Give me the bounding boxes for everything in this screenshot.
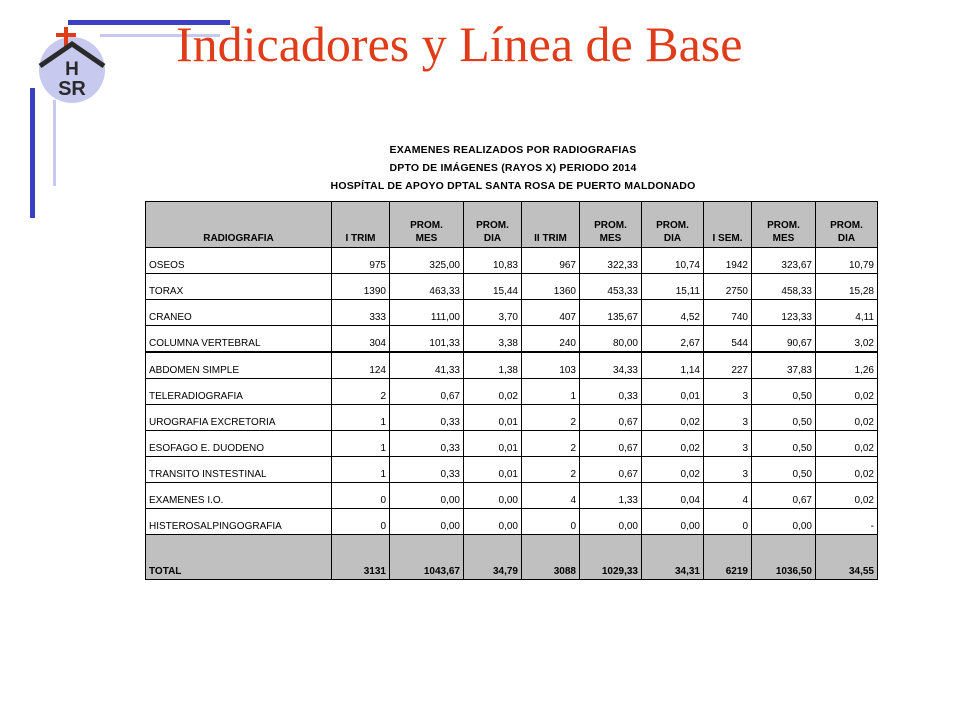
table-cell: 967 bbox=[522, 248, 580, 274]
table-cell: 0 bbox=[704, 509, 752, 535]
table-cell: 0,01 bbox=[464, 431, 522, 457]
row-label-cell: TRANSITO INSTESTINAL bbox=[146, 457, 332, 483]
table-cell: 0,67 bbox=[752, 483, 816, 509]
table-cell: 101,33 bbox=[390, 326, 464, 353]
table-cell: 0,02 bbox=[816, 379, 878, 405]
row-label-cell: HISTEROSALPINGOGRAFIA bbox=[146, 509, 332, 535]
table-header-row bbox=[146, 202, 878, 248]
table-cell: 2750 bbox=[704, 274, 752, 300]
table-cell: 3 bbox=[704, 379, 752, 405]
table-cell: 37,83 bbox=[752, 352, 816, 379]
total-cell: 34,79 bbox=[464, 535, 522, 580]
table-cell: 3,70 bbox=[464, 300, 522, 326]
table-cell: 0,67 bbox=[580, 457, 642, 483]
table-cell: 0,33 bbox=[390, 405, 464, 431]
table-cell: 407 bbox=[522, 300, 580, 326]
table-cell: 4 bbox=[704, 483, 752, 509]
col-header-prom-dia-1: PROM. DIA bbox=[464, 202, 522, 248]
table-cell: 3 bbox=[704, 431, 752, 457]
table-cell: 1 bbox=[522, 379, 580, 405]
col-header-i-sem: I SEM. bbox=[704, 202, 752, 248]
table-row bbox=[146, 379, 878, 405]
table-cell: 740 bbox=[704, 300, 752, 326]
table-cell: 323,67 bbox=[752, 248, 816, 274]
table-cell: 453,33 bbox=[580, 274, 642, 300]
table-cell: 10,74 bbox=[642, 248, 704, 274]
logo-letter-top: H bbox=[65, 59, 79, 80]
table-cell: 240 bbox=[522, 326, 580, 353]
table-cell: 1 bbox=[332, 405, 390, 431]
report-heading-3: HOSPÍTAL DE APOYO DPTAL SANTA ROSA DE PUERTO MALDONADO bbox=[330, 180, 696, 192]
table-cell: 0,50 bbox=[752, 405, 816, 431]
row-label-cell: EXAMENES I.O. bbox=[146, 483, 332, 509]
table-cell: 80,00 bbox=[580, 326, 642, 353]
logo-cross-horizontal bbox=[56, 33, 76, 37]
total-label-cell: TOTAL bbox=[146, 535, 332, 580]
table-cell: 0,50 bbox=[752, 431, 816, 457]
table-cell: 1 bbox=[332, 431, 390, 457]
table-cell: 463,33 bbox=[390, 274, 464, 300]
table-cell: 1390 bbox=[332, 274, 390, 300]
table-cell: 10,83 bbox=[464, 248, 522, 274]
total-cell: 34,55 bbox=[816, 535, 878, 580]
table-row bbox=[146, 248, 878, 274]
table-row bbox=[146, 405, 878, 431]
table-row bbox=[146, 483, 878, 509]
row-label-cell: ESOFAGO E. DUODENO bbox=[146, 431, 332, 457]
table-row bbox=[146, 509, 878, 535]
row-label-cell: TORAX bbox=[146, 274, 332, 300]
table-cell: 0,33 bbox=[390, 457, 464, 483]
table-cell: 0,00 bbox=[752, 509, 816, 535]
table-cell: 3 bbox=[704, 457, 752, 483]
table-cell: 0 bbox=[522, 509, 580, 535]
table-cell: 0,67 bbox=[580, 405, 642, 431]
table-cell: 0,02 bbox=[816, 431, 878, 457]
table-cell: 0,02 bbox=[642, 405, 704, 431]
table-cell: 0,02 bbox=[816, 457, 878, 483]
table-cell: 2 bbox=[522, 431, 580, 457]
table-cell: 0,02 bbox=[464, 379, 522, 405]
hospital-logo bbox=[34, 24, 110, 104]
total-cell: 1036,50 bbox=[752, 535, 816, 580]
table-cell: 4 bbox=[522, 483, 580, 509]
table-cell: 1360 bbox=[522, 274, 580, 300]
table-cell: 0,00 bbox=[642, 509, 704, 535]
col-header-prom-dia-3: PROM. DIA bbox=[816, 202, 878, 248]
table-cell: 15,11 bbox=[642, 274, 704, 300]
total-cell: 3131 bbox=[332, 535, 390, 580]
table-cell: 1,33 bbox=[580, 483, 642, 509]
table-cell: 0,00 bbox=[580, 509, 642, 535]
table-row bbox=[146, 300, 878, 326]
table-cell: 0,00 bbox=[464, 483, 522, 509]
total-cell: 6219 bbox=[704, 535, 752, 580]
table-row bbox=[146, 457, 878, 483]
col-header-prom-mes-3: PROM. MES bbox=[752, 202, 816, 248]
table-cell: 0,50 bbox=[752, 379, 816, 405]
table-cell: 0,67 bbox=[580, 431, 642, 457]
table-cell: 4,52 bbox=[642, 300, 704, 326]
col-header-prom-mes-1: PROM. MES bbox=[390, 202, 464, 248]
row-label-cell: CRANEO bbox=[146, 300, 332, 326]
table-cell: 90,67 bbox=[752, 326, 816, 353]
report-heading-1: EXAMENES REALIZADOS POR RADIOGRAFIAS bbox=[389, 144, 637, 156]
total-cell: 1043,67 bbox=[390, 535, 464, 580]
logo-letters-bottom: SR bbox=[58, 78, 86, 100]
table-cell: 0,67 bbox=[390, 379, 464, 405]
table-cell: 2 bbox=[522, 405, 580, 431]
table-cell: 3,02 bbox=[816, 326, 878, 353]
table-cell: 2 bbox=[332, 379, 390, 405]
col-header-ii-trim: II TRIM bbox=[522, 202, 580, 248]
col-header-prom-mes-2: PROM. MES bbox=[580, 202, 642, 248]
table-row bbox=[146, 326, 878, 353]
table-cell: 1,38 bbox=[464, 352, 522, 379]
table-cell: 2,67 bbox=[642, 326, 704, 353]
table-cell: 0,01 bbox=[464, 405, 522, 431]
total-cell: 1029,33 bbox=[580, 535, 642, 580]
table-cell: 111,00 bbox=[390, 300, 464, 326]
table-cell: - bbox=[816, 509, 878, 535]
table-row bbox=[146, 431, 878, 457]
table-cell: 0,01 bbox=[464, 457, 522, 483]
table-cell: 322,33 bbox=[580, 248, 642, 274]
table-cell: 124 bbox=[332, 352, 390, 379]
table-cell: 4,11 bbox=[816, 300, 878, 326]
table-cell: 3 bbox=[704, 405, 752, 431]
table-cell: 0 bbox=[332, 483, 390, 509]
table-cell: 0,02 bbox=[816, 483, 878, 509]
table-cell: 325,00 bbox=[390, 248, 464, 274]
col-header-prom-dia-2: PROM. DIA bbox=[642, 202, 704, 248]
table-cell: 34,33 bbox=[580, 352, 642, 379]
row-label-cell: UROGRAFIA EXCRETORIA bbox=[146, 405, 332, 431]
table-cell: 0,01 bbox=[642, 379, 704, 405]
total-cell: 34,31 bbox=[642, 535, 704, 580]
table-cell: 227 bbox=[704, 352, 752, 379]
table-cell: 0,00 bbox=[390, 483, 464, 509]
row-label-cell: COLUMNA VERTEBRAL bbox=[146, 326, 332, 353]
table-cell: 1942 bbox=[704, 248, 752, 274]
radiography-table bbox=[145, 201, 878, 580]
table-cell: 0,00 bbox=[390, 509, 464, 535]
table-cell: 0,02 bbox=[642, 431, 704, 457]
table-cell: 1 bbox=[332, 457, 390, 483]
table-cell: 103 bbox=[522, 352, 580, 379]
slide-title: Indicadores y Línea de Base bbox=[176, 16, 743, 72]
table-cell: 41,33 bbox=[390, 352, 464, 379]
table-cell: 3,38 bbox=[464, 326, 522, 353]
table-cell: 0,04 bbox=[642, 483, 704, 509]
row-label-cell: ABDOMEN SIMPLE bbox=[146, 352, 332, 379]
table-cell: 123,33 bbox=[752, 300, 816, 326]
table-cell: 15,28 bbox=[816, 274, 878, 300]
table-cell: 975 bbox=[332, 248, 390, 274]
table-total-row bbox=[146, 535, 878, 580]
row-label-cell: OSEOS bbox=[146, 248, 332, 274]
table-cell: 304 bbox=[332, 326, 390, 353]
col-header-radiografia: RADIOGRAFIA bbox=[146, 202, 332, 248]
table-row bbox=[146, 274, 878, 300]
report-heading-2: DPTO DE IMÁGENES (RAYOS X) PERIODO 2014 bbox=[389, 162, 637, 174]
table-cell: 2 bbox=[522, 457, 580, 483]
table-cell: 10,79 bbox=[816, 248, 878, 274]
col-header-i-trim: I TRIM bbox=[332, 202, 390, 248]
table-cell: 15,44 bbox=[464, 274, 522, 300]
table-cell: 0,33 bbox=[390, 431, 464, 457]
table-cell: 0,02 bbox=[642, 457, 704, 483]
table-cell: 333 bbox=[332, 300, 390, 326]
table-cell: 0,50 bbox=[752, 457, 816, 483]
table-row bbox=[146, 352, 878, 379]
table-cell: 0,02 bbox=[816, 405, 878, 431]
table-cell: 1,14 bbox=[642, 352, 704, 379]
total-cell: 3088 bbox=[522, 535, 580, 580]
table-cell: 0,33 bbox=[580, 379, 642, 405]
table-cell: 0,00 bbox=[464, 509, 522, 535]
table-cell: 135,67 bbox=[580, 300, 642, 326]
table-cell: 544 bbox=[704, 326, 752, 353]
table-cell: 0 bbox=[332, 509, 390, 535]
table-cell: 1,26 bbox=[816, 352, 878, 379]
table-cell: 458,33 bbox=[752, 274, 816, 300]
row-label-cell: TELERADIOGRAFIA bbox=[146, 379, 332, 405]
